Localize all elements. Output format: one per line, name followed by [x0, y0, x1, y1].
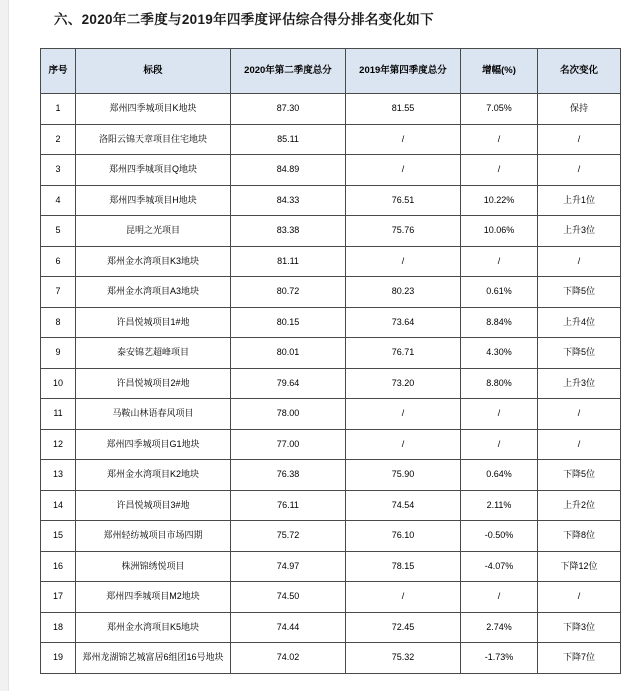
cell-q2-score: 74.44: [231, 612, 346, 643]
cell-section: 泰安锦艺超峰项目: [76, 338, 231, 369]
cell-q4-score: 76.51: [346, 185, 461, 216]
cell-section: 郑州四季城项目H地块: [76, 185, 231, 216]
cell-q4-score: 81.55: [346, 94, 461, 125]
table-row: [41, 551, 621, 582]
cell-q2-score: 76.38: [231, 460, 346, 491]
table-header: [41, 49, 621, 94]
cell-rank-change: /: [538, 399, 621, 430]
cell-q4-score: 75.90: [346, 460, 461, 491]
table-row: [41, 216, 621, 247]
cell-index: 3: [41, 155, 76, 186]
score-ranking-table-container: [40, 48, 598, 674]
cell-section: 郑州四季城项目M2地块: [76, 582, 231, 613]
cell-rank-change: 下降8位: [538, 521, 621, 552]
cell-q4-score: /: [346, 155, 461, 186]
cell-q4-score: /: [346, 582, 461, 613]
column-header-q2-2020: 2020年第二季度总分: [231, 49, 346, 94]
cell-rank-change: /: [538, 124, 621, 155]
cell-section: 郑州金水湾项目K2地块: [76, 460, 231, 491]
page-left-margin-rule: [0, 0, 9, 691]
cell-rank-change: 下降5位: [538, 460, 621, 491]
cell-index: 18: [41, 612, 76, 643]
cell-q4-score: 72.45: [346, 612, 461, 643]
cell-q4-score: 76.10: [346, 521, 461, 552]
table-row: [41, 185, 621, 216]
cell-section: 株洲锦绣悦项目: [76, 551, 231, 582]
cell-q2-score: 78.00: [231, 399, 346, 430]
cell-q2-score: 81.11: [231, 246, 346, 277]
cell-q4-score: 73.20: [346, 368, 461, 399]
cell-rate: 8.80%: [461, 368, 538, 399]
column-header-index-label: 序号: [48, 65, 68, 77]
cell-rank-change: 下降3位: [538, 612, 621, 643]
cell-q2-score: 80.15: [231, 307, 346, 338]
cell-index: 16: [41, 551, 76, 582]
cell-rank-change: 保持: [538, 94, 621, 125]
cell-section: 马鞍山林语春风项目: [76, 399, 231, 430]
table-row: [41, 612, 621, 643]
cell-rank-change: 下降5位: [538, 277, 621, 308]
cell-section: 郑州金水湾项目A3地块: [76, 277, 231, 308]
table-row: [41, 490, 621, 521]
cell-section: 昆明之光项目: [76, 216, 231, 247]
section-heading: 六、2020年二季度与2019年四季度评估综合得分排名变化如下: [54, 12, 434, 27]
cell-index: 19: [41, 643, 76, 674]
cell-section: 郑州轻纺城项目市场四期: [76, 521, 231, 552]
cell-rank-change: 上升1位: [538, 185, 621, 216]
cell-index: 12: [41, 429, 76, 460]
cell-rank-change: 下降7位: [538, 643, 621, 674]
cell-section: 郑州四季城项目K地块: [76, 94, 231, 125]
cell-q2-score: 87.30: [231, 94, 346, 125]
cell-index: 5: [41, 216, 76, 247]
cell-index: 7: [41, 277, 76, 308]
cell-rank-change: /: [538, 155, 621, 186]
cell-q4-score: /: [346, 399, 461, 430]
cell-rate: /: [461, 246, 538, 277]
table-row: [41, 307, 621, 338]
column-header-rank-change: 名次变化: [538, 49, 621, 94]
cell-q2-score: 85.11: [231, 124, 346, 155]
cell-index: 6: [41, 246, 76, 277]
column-header-index: [41, 49, 76, 94]
cell-section: 郑州四季城项目G1地块: [76, 429, 231, 460]
cell-q4-score: 75.32: [346, 643, 461, 674]
cell-q4-score: /: [346, 124, 461, 155]
table-header-row: [41, 49, 621, 94]
cell-index: 8: [41, 307, 76, 338]
table-row: [41, 582, 621, 613]
cell-rate: /: [461, 399, 538, 430]
column-header-q4-2019: 2019年第四季度总分: [346, 49, 461, 94]
table-row: [41, 399, 621, 430]
cell-rate: /: [461, 155, 538, 186]
cell-rank-change: 上升3位: [538, 368, 621, 399]
cell-rank-change: /: [538, 429, 621, 460]
table-row: [41, 368, 621, 399]
cell-index: 15: [41, 521, 76, 552]
cell-section: 许昌悦城项目2#地: [76, 368, 231, 399]
cell-q2-score: 74.50: [231, 582, 346, 613]
table-row: [41, 94, 621, 125]
cell-rank-change: 下降5位: [538, 338, 621, 369]
cell-q4-score: 75.76: [346, 216, 461, 247]
cell-rate: -0.50%: [461, 521, 538, 552]
cell-index: 2: [41, 124, 76, 155]
table-row: [41, 429, 621, 460]
cell-rank-change: 上升2位: [538, 490, 621, 521]
cell-index: 13: [41, 460, 76, 491]
cell-rate: 2.74%: [461, 612, 538, 643]
cell-rank-change: 下降12位: [538, 551, 621, 582]
cell-index: 14: [41, 490, 76, 521]
cell-rank-change: /: [538, 582, 621, 613]
cell-rank-change: 上升4位: [538, 307, 621, 338]
cell-q2-score: 75.72: [231, 521, 346, 552]
cell-rank-change: 上升3位: [538, 216, 621, 247]
cell-rate: 10.22%: [461, 185, 538, 216]
cell-index: 4: [41, 185, 76, 216]
table-row: [41, 246, 621, 277]
cell-index: 1: [41, 94, 76, 125]
cell-q2-score: 84.33: [231, 185, 346, 216]
cell-rate: 2.11%: [461, 490, 538, 521]
cell-index: 11: [41, 399, 76, 430]
cell-q4-score: /: [346, 246, 461, 277]
column-header-section: 标段: [76, 49, 231, 94]
table-row: [41, 460, 621, 491]
cell-q2-score: 74.02: [231, 643, 346, 674]
cell-q4-score: /: [346, 429, 461, 460]
table-row: [41, 643, 621, 674]
table-row: [41, 277, 621, 308]
cell-section: 洛阳云锦天章项目住宅地块: [76, 124, 231, 155]
cell-q4-score: 76.71: [346, 338, 461, 369]
cell-q4-score: 78.15: [346, 551, 461, 582]
cell-rate: 0.61%: [461, 277, 538, 308]
cell-index: 9: [41, 338, 76, 369]
cell-q4-score: 74.54: [346, 490, 461, 521]
cell-q2-score: 80.72: [231, 277, 346, 308]
cell-rate: 8.84%: [461, 307, 538, 338]
cell-rate: 4.30%: [461, 338, 538, 369]
score-ranking-table: [40, 48, 621, 674]
cell-rank-change: /: [538, 246, 621, 277]
table-row: [41, 155, 621, 186]
cell-q2-score: 76.11: [231, 490, 346, 521]
cell-q2-score: 83.38: [231, 216, 346, 247]
cell-rate: -1.73%: [461, 643, 538, 674]
cell-q2-score: 77.00: [231, 429, 346, 460]
table-body: [41, 94, 621, 674]
cell-rate: /: [461, 429, 538, 460]
table-row: [41, 521, 621, 552]
cell-q2-score: 84.89: [231, 155, 346, 186]
cell-rate: 0.64%: [461, 460, 538, 491]
table-row: [41, 338, 621, 369]
column-header-rate: 增幅(%): [461, 49, 538, 94]
cell-index: 17: [41, 582, 76, 613]
cell-rate: /: [461, 582, 538, 613]
cell-section: 郑州四季城项目Q地块: [76, 155, 231, 186]
cell-section: 郑州金水湾项目K5地块: [76, 612, 231, 643]
cell-section: 许昌悦城项目1#地: [76, 307, 231, 338]
cell-q4-score: 80.23: [346, 277, 461, 308]
cell-q2-score: 74.97: [231, 551, 346, 582]
cell-rate: -4.07%: [461, 551, 538, 582]
cell-q2-score: 80.01: [231, 338, 346, 369]
cell-section: 郑州龙湖锦艺城富居6组团16号地块: [76, 643, 231, 674]
cell-index: 10: [41, 368, 76, 399]
cell-section: 许昌悦城项目3#地: [76, 490, 231, 521]
cell-q2-score: 79.64: [231, 368, 346, 399]
table-row: [41, 124, 621, 155]
cell-section: 郑州金水湾项目K3地块: [76, 246, 231, 277]
cell-rate: 10.06%: [461, 216, 538, 247]
cell-q4-score: 73.64: [346, 307, 461, 338]
cell-rate: /: [461, 124, 538, 155]
cell-rate: 7.05%: [461, 94, 538, 125]
